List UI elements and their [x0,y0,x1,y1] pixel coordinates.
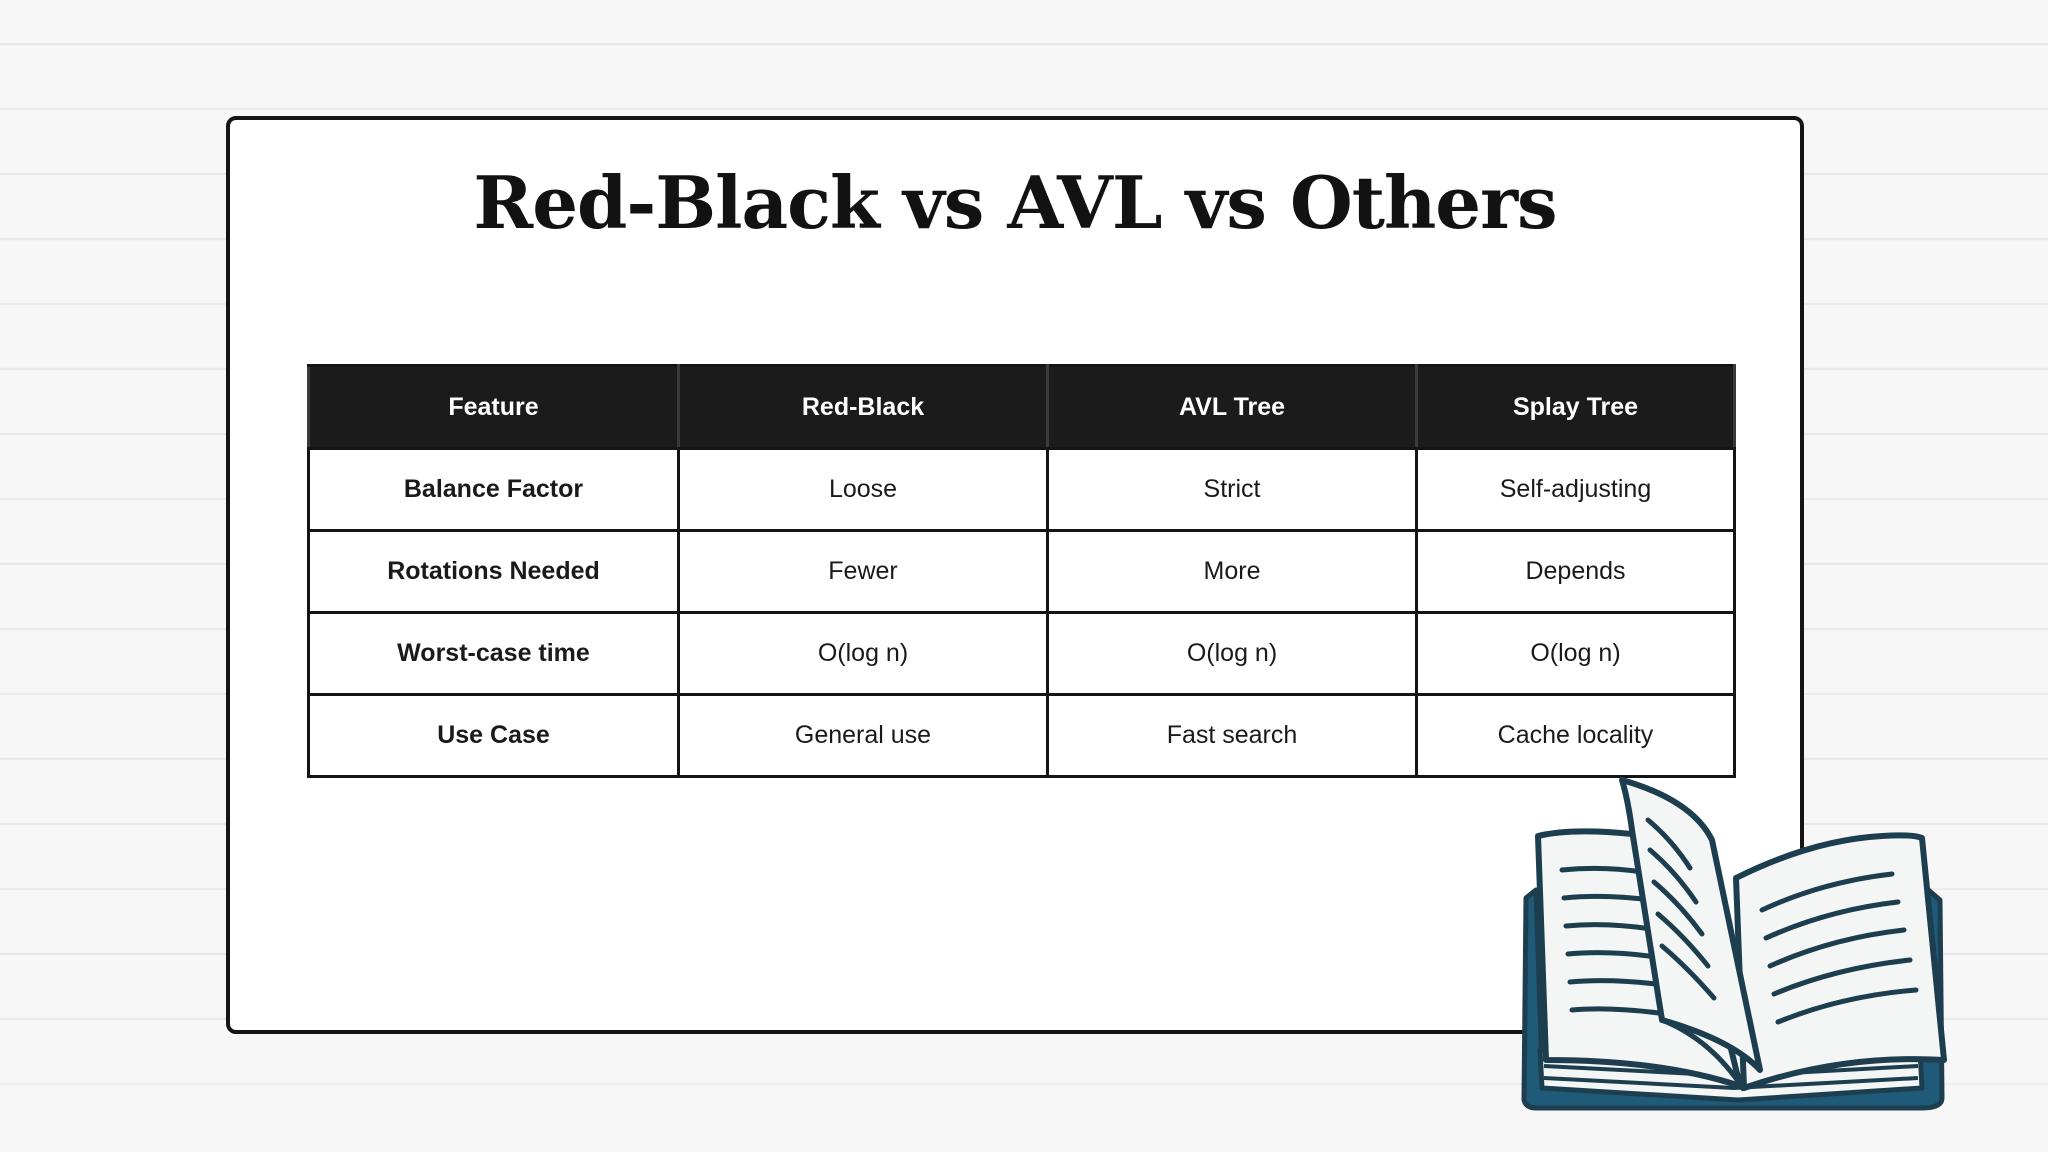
row-label-worst-case-time: Worst-case time [309,613,679,695]
row-label-use-case: Use Case [309,695,679,777]
table-cell: O(log n) [1417,613,1735,695]
header-red-black: Red-Black [679,366,1048,449]
table-cell: Fast search [1048,695,1417,777]
table-row [309,531,1735,613]
table-cell: Fewer [679,531,1048,613]
table-row [309,449,1735,531]
open-book-icon [1512,770,1952,1120]
table-cell: Strict [1048,449,1417,531]
table-cell: General use [679,695,1048,777]
table-cell: Self-adjusting [1417,449,1735,531]
row-label-balance-factor: Balance Factor [309,449,679,531]
table-row [309,695,1735,777]
table-row [309,613,1735,695]
table-cell: More [1048,531,1417,613]
header-splay-tree: Splay Tree [1417,366,1735,449]
header-avl-tree: AVL Tree [1048,366,1417,449]
row-label-rotations-needed: Rotations Needed [309,531,679,613]
slide-title: Red-Black vs AVL vs Others [473,160,1557,245]
table-cell: O(log n) [679,613,1048,695]
table-header-row [309,366,1735,449]
header-feature: Feature [309,366,679,449]
comparison-table [307,364,1736,778]
table-cell: Depends [1417,531,1735,613]
table-cell: Loose [679,449,1048,531]
table-cell: Cache locality [1417,695,1735,777]
table-cell: O(log n) [1048,613,1417,695]
